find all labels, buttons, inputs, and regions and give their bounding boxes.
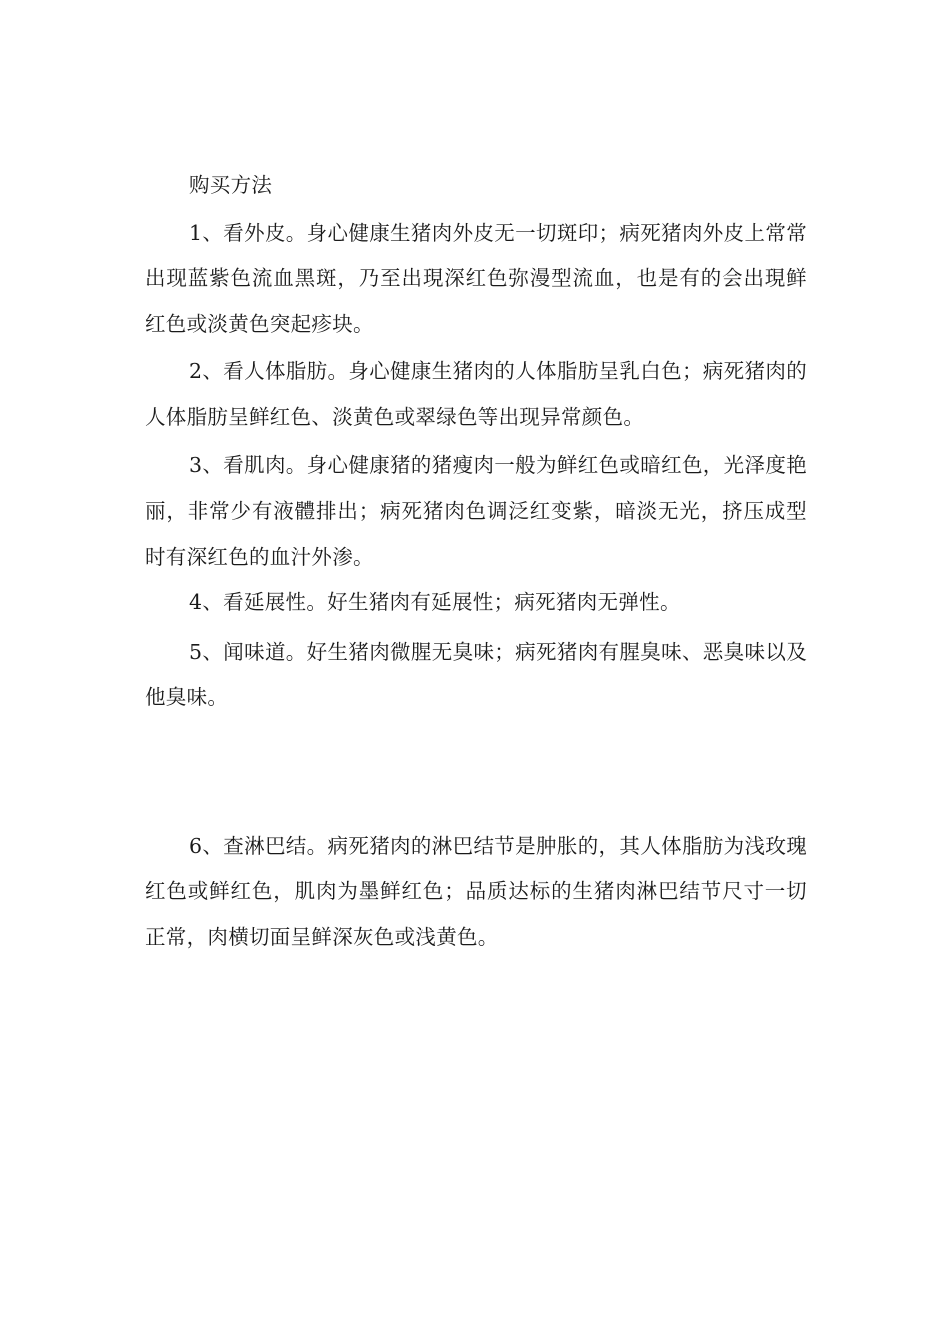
paragraph-elasticity: 4、看延展性。好生猪肉有延展性；病死猪肉无弹性。 xyxy=(189,590,681,614)
section-heading: 购买方法 xyxy=(189,173,273,197)
paragraph-smell: 5、闻味道。好生猪肉微腥无臭味；病死猪肉有腥臭味、恶臭味以及他臭味。 xyxy=(145,639,807,709)
document-body xyxy=(145,163,807,960)
paragraph-lymph-nodes: 6、查淋巴结。病死猪肉的淋巴结节是肿胀的，其人体脂肪为浅玫瑰红色或鲜红色，肌肉为墨鲜红色；品质达标的生猪肉淋巴结节尺寸一切正常，肉横切面呈鲜深灰色或浅黄色。 xyxy=(145,833,807,949)
paragraph-skin: 1、看外皮。身心健康生猪肉外皮无一切斑印；病死猪肉外皮上常常出现蓝紫色流血黑斑，乃至出現深红色弥漫型流血，也是有的会出現鲜红色或淡黄色突起疹块。 xyxy=(145,220,807,336)
paragraph-fat: 2、看人体脂肪。身心健康生猪肉的人体脂肪呈乳白色；病死猪肉的人体脂肪呈鲜红色、淡黄色或翠绿色等出现异常颜色。 xyxy=(145,359,807,429)
paragraph-muscle: 3、看肌肉。身心健康猪的猪瘦肉一般为鲜红色或暗红色，光泽度艳丽，非常少有液體排出；病死猪肉色调泛红变紫，暗淡无光，挤压成型时有深红色的血汁外渗。 xyxy=(145,453,807,569)
